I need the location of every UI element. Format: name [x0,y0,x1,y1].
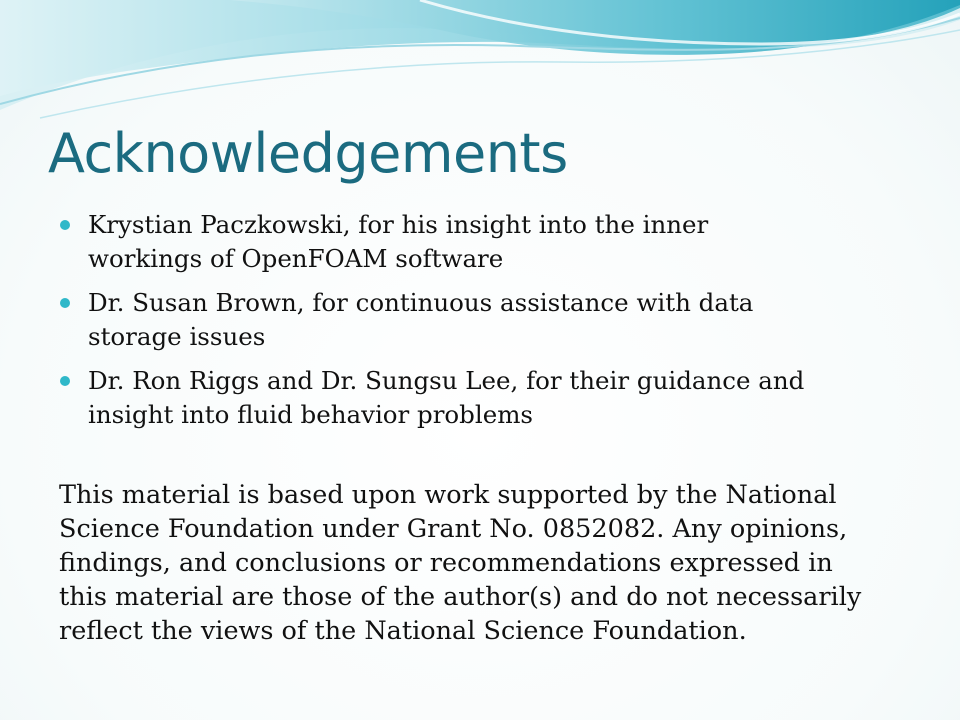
bullet-line: Krystian Paczkowski, for his insight into the inner [88,210,709,239]
bullet-item [60,364,910,432]
statement-line: findings, and conclusions or recommendations expressed in [59,548,833,578]
statement-line: this material are those of the author(s) and do not necessarily [59,582,862,612]
bullet-line: workings of OpenFOAM software [88,244,504,273]
bullet-item [60,208,910,276]
bullet-line: insight into fluid behavior problems [88,400,534,429]
funding-statement [59,478,919,648]
statement-line: This material is based upon work supported by the National [59,480,837,510]
bullet-icon [60,376,70,386]
slide-title: Acknowledgements [48,122,568,185]
header-wave-decoration [0,0,960,130]
bullet-icon [60,298,70,308]
bullet-line: Dr. Ron Riggs and Dr. Sungsu Lee, for their guidance and [88,366,805,395]
statement-line: reflect the views of the National Science Foundation. [59,616,747,646]
bullet-icon [60,220,70,230]
bullet-item [60,286,910,354]
bullet-line: storage issues [88,322,266,351]
statement-line: Science Foundation under Grant No. 0852082. Any opinions, [59,514,848,544]
bullet-line: Dr. Susan Brown, for continuous assistance with data [88,288,754,317]
bullet-list [60,208,910,442]
